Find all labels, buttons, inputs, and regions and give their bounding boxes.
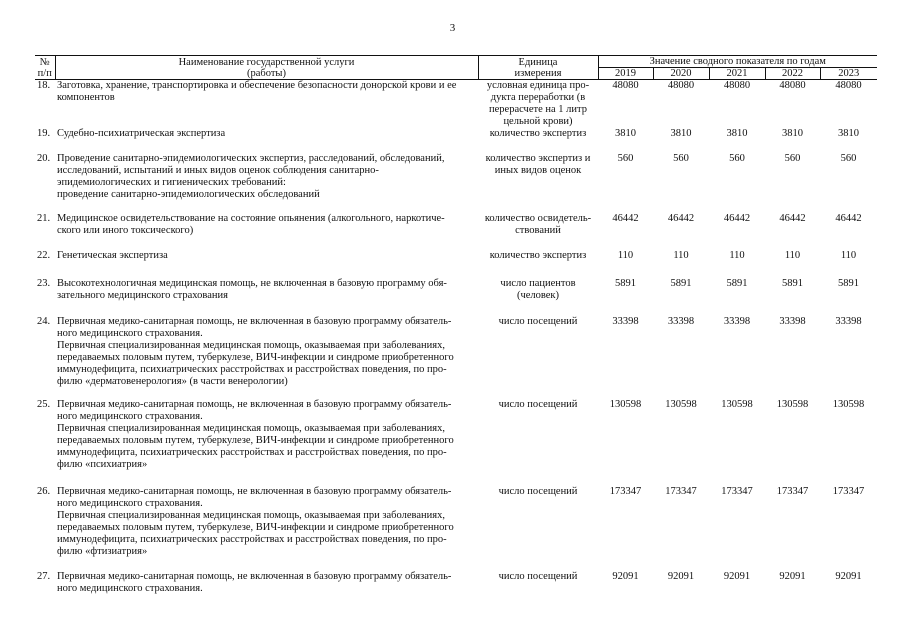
indicator-value-2019: 560	[617, 153, 634, 164]
indicator-value-2023: 48080	[835, 80, 862, 91]
unit-line: число посещений	[498, 316, 578, 327]
unit-line: перерасчете на 1 литр	[489, 104, 587, 115]
unit-of-measure	[478, 486, 598, 571]
service-name-line: Заготовка, хранение, транспортировка и обеспечение безопасности донорской крови и ее	[57, 80, 457, 91]
unit-of-measure	[478, 399, 598, 486]
row-number: 26.	[37, 486, 51, 497]
service-name-line: Первичная медико-санитарная помощь, не включенная в базовую программу обязатель-	[57, 486, 452, 497]
unit-line: (человек)	[516, 290, 560, 301]
service-name-line: Первичная специализированная медицинская помощь, оказываемая при заболеваниях,	[57, 510, 445, 521]
row-number: 21.	[37, 213, 51, 224]
header-values-title: Значение сводного показателя по годам	[598, 56, 877, 68]
service-name-line: ного медицинского страхования.	[57, 583, 203, 594]
indicator-value-2023: 33398	[835, 316, 862, 327]
indicator-value-2019: 173347	[609, 486, 642, 497]
service-name	[55, 213, 478, 250]
service-name-line: Генетическая экспертиза	[57, 250, 168, 261]
header-year: 2020	[653, 68, 709, 80]
service-name-line: Первичная медико-санитарная помощь, не включенная в базовую программу обязатель-	[57, 399, 452, 410]
unit-line: количество экспертиз	[489, 128, 587, 139]
indicator-value-2019: 130598	[609, 399, 642, 410]
indicator-value-2019: 92091	[612, 571, 639, 582]
service-name-line: ного медицинского страхования.	[57, 411, 203, 422]
indicator-value-2023: 3810	[838, 128, 859, 139]
unit-line: число посещений	[498, 571, 578, 582]
unit-of-measure	[478, 80, 598, 129]
indicator-value-2021: 173347	[721, 486, 753, 497]
service-name-line: ского или иного токсического)	[57, 225, 194, 236]
service-name-line: филю «фтизиатрия»	[57, 546, 148, 557]
row-number: 22.	[37, 250, 51, 261]
table-row	[35, 213, 877, 250]
service-name-line: Первичная медико-санитарная помощь, не включенная в базовую программу обязатель-	[57, 316, 452, 327]
service-name-line: эпидемиологических и гигиенических требований:	[57, 177, 286, 188]
services-table	[35, 55, 877, 601]
service-name	[55, 250, 478, 278]
indicator-value-2022: 46442	[779, 213, 806, 224]
indicator-value-2022: 3810	[782, 128, 803, 139]
row-number: 23.	[37, 278, 51, 289]
table-row	[35, 399, 877, 486]
indicator-value-2022: 33398	[779, 316, 806, 327]
service-name	[55, 278, 478, 316]
service-name	[55, 571, 478, 601]
table-row	[35, 316, 877, 399]
header-row-2	[35, 68, 877, 80]
service-name-line: передаваемых половым путем, туберкулезе, ВИЧ-инфекции и синдроме приобретенного	[57, 352, 454, 363]
table-row	[35, 153, 877, 213]
service-name-line: исследований, испытаний и иных видов оценок соблюдения санитарно-	[57, 165, 379, 176]
header-year: 2022	[765, 68, 820, 80]
table-row	[35, 80, 877, 129]
indicator-value-2020: 5891	[670, 278, 692, 289]
unit-of-measure	[478, 316, 598, 399]
row-number: 24.	[37, 316, 51, 327]
header-unit: Единица	[478, 56, 598, 68]
indicator-value-2022: 110	[784, 250, 801, 261]
row-number: 27.	[37, 571, 51, 582]
unit-line: число посещений	[498, 399, 578, 410]
unit-line: условная единица про-	[486, 80, 590, 91]
indicator-value-2022: 560	[784, 153, 801, 164]
row-number: 20.	[37, 153, 51, 164]
row-number: 19.	[37, 128, 51, 139]
table-body	[35, 80, 877, 602]
unit-of-measure	[478, 153, 598, 213]
service-name-line: Первичная специализированная медицинская помощь, оказываемая при заболеваниях,	[57, 340, 445, 351]
service-name-line: Проведение санитарно-эпидемиологических экспертиз, расследований, обследований,	[57, 153, 445, 164]
indicator-value-2021: 110	[729, 250, 745, 261]
indicator-value-2022: 92091	[779, 571, 806, 582]
header-name: Наименование государственной услуги	[55, 56, 478, 68]
service-name-line: Первичная медико-санитарная помощь, не включенная в базовую программу обязатель-	[57, 571, 452, 582]
header-num-2: п/п	[35, 68, 55, 80]
indicator-value-2020: 92091	[667, 571, 695, 582]
row-number: 25.	[37, 399, 51, 410]
table-row	[35, 278, 877, 316]
indicator-value-2020: 46442	[667, 213, 695, 224]
indicator-value-2020: 130598	[665, 399, 697, 410]
table-row	[35, 571, 877, 601]
unit-line: ствований	[515, 225, 561, 236]
service-name-line: иммунодефицита, психиатрических расстройствах и расстройствах поведения, по про-	[57, 447, 447, 458]
indicator-value-2021: 33398	[723, 316, 751, 327]
indicator-value-2019: 3810	[615, 128, 636, 139]
indicator-value-2020: 110	[673, 250, 689, 261]
unit-of-measure	[478, 128, 598, 153]
service-name-line: ного медицинского страхования.	[57, 328, 203, 339]
service-name-line: иммунодефицита, психиатрических расстройствах и расстройствах поведения, по про-	[57, 534, 447, 545]
unit-of-measure	[478, 278, 598, 316]
unit-line: количество экспертиз	[489, 250, 587, 261]
table-row	[35, 128, 877, 153]
indicator-value-2023: 173347	[832, 486, 865, 497]
indicator-value-2023: 110	[840, 250, 857, 261]
service-name	[55, 153, 478, 213]
unit-of-measure	[478, 250, 598, 278]
indicator-value-2020: 173347	[665, 486, 697, 497]
service-name	[55, 486, 478, 571]
service-name-line: передаваемых половым путем, туберкулезе, ВИЧ-инфекции и синдроме приобретенного	[57, 435, 454, 446]
indicator-value-2021: 5891	[726, 278, 748, 289]
indicator-value-2022: 130598	[776, 399, 809, 410]
indicator-value-2020: 3810	[670, 128, 692, 139]
indicator-value-2023: 560	[840, 153, 857, 164]
unit-line: количество экспертиз и	[485, 153, 591, 164]
service-name	[55, 80, 478, 129]
row-number: 18.	[37, 80, 51, 91]
indicator-value-2021: 560	[729, 153, 745, 164]
service-name-line: Первичная специализированная медицинская помощь, оказываемая при заболеваниях,	[57, 423, 445, 434]
indicator-value-2022: 173347	[776, 486, 809, 497]
indicator-value-2020: 560	[673, 153, 689, 164]
unit-line: число посещений	[498, 486, 578, 497]
indicator-value-2022: 48080	[779, 80, 806, 91]
indicator-value-2021: 92091	[723, 571, 751, 582]
unit-of-measure	[478, 213, 598, 250]
header-year: 2023	[820, 68, 877, 80]
page-number: 3	[449, 22, 456, 34]
header-year: 2021	[709, 68, 765, 80]
header-row-1	[35, 56, 877, 68]
header-year: 2019	[598, 68, 653, 80]
indicator-value-2019: 46442	[612, 213, 639, 224]
service-name-line: иммунодефицита, психиатрических расстройствах и расстройствах поведения, по про-	[57, 364, 447, 375]
indicator-value-2021: 48080	[723, 80, 751, 91]
service-name-line: Медицинское освидетельствование на состояние опьянения (алкогольного, наркотиче-	[57, 213, 445, 224]
indicator-value-2019: 5891	[615, 278, 636, 289]
indicator-value-2021: 3810	[726, 128, 748, 139]
unit-line: число пациентов	[500, 278, 576, 289]
service-name	[55, 399, 478, 486]
table-row	[35, 250, 877, 278]
indicator-value-2020: 33398	[667, 316, 695, 327]
service-name-line: филю «дерматовенерология» (в части венерологии)	[57, 376, 288, 387]
table-row	[35, 486, 877, 571]
service-name-line: проведение санитарно-эпидемиологических обследований	[57, 189, 320, 200]
indicator-value-2020: 48080	[667, 80, 695, 91]
indicator-value-2021: 130598	[721, 399, 753, 410]
service-name-line: передаваемых половым путем, туберкулезе, ВИЧ-инфекции и синдроме приобретенного	[57, 522, 454, 533]
indicator-value-2019: 33398	[612, 316, 639, 327]
header-num: №	[35, 56, 55, 68]
indicator-value-2023: 92091	[835, 571, 862, 582]
service-name-line: филю «психиатрия»	[57, 459, 148, 470]
header-unit-2: измерения	[478, 68, 598, 80]
service-name	[55, 316, 478, 399]
indicator-value-2023: 130598	[832, 399, 865, 410]
unit-line: дукта переработки (в	[490, 92, 586, 103]
indicator-value-2021: 46442	[723, 213, 751, 224]
service-name-line: Судебно-психиатрическая экспертиза	[57, 128, 226, 139]
unit-line: иных видов оценок	[494, 165, 582, 176]
indicator-value-2023: 5891	[838, 278, 859, 289]
service-name-line: зательного медицинского страхования	[57, 290, 228, 301]
service-name-line: компонентов	[57, 92, 115, 103]
unit-line: количество освидетель-	[484, 213, 592, 224]
indicator-value-2019: 110	[617, 250, 634, 261]
service-name-line: ного медицинского страхования.	[57, 498, 203, 509]
service-name-line: Высокотехнологичная медицинская помощь, не включенная в базовую программу обя-	[57, 278, 447, 289]
unit-of-measure	[478, 571, 598, 601]
header-name-2: (работы)	[55, 68, 478, 80]
indicator-value-2023: 46442	[835, 213, 862, 224]
service-name	[55, 128, 478, 153]
indicator-value-2022: 5891	[782, 278, 803, 289]
unit-line: цельной крови)	[503, 116, 573, 127]
indicator-value-2019: 48080	[612, 80, 639, 91]
